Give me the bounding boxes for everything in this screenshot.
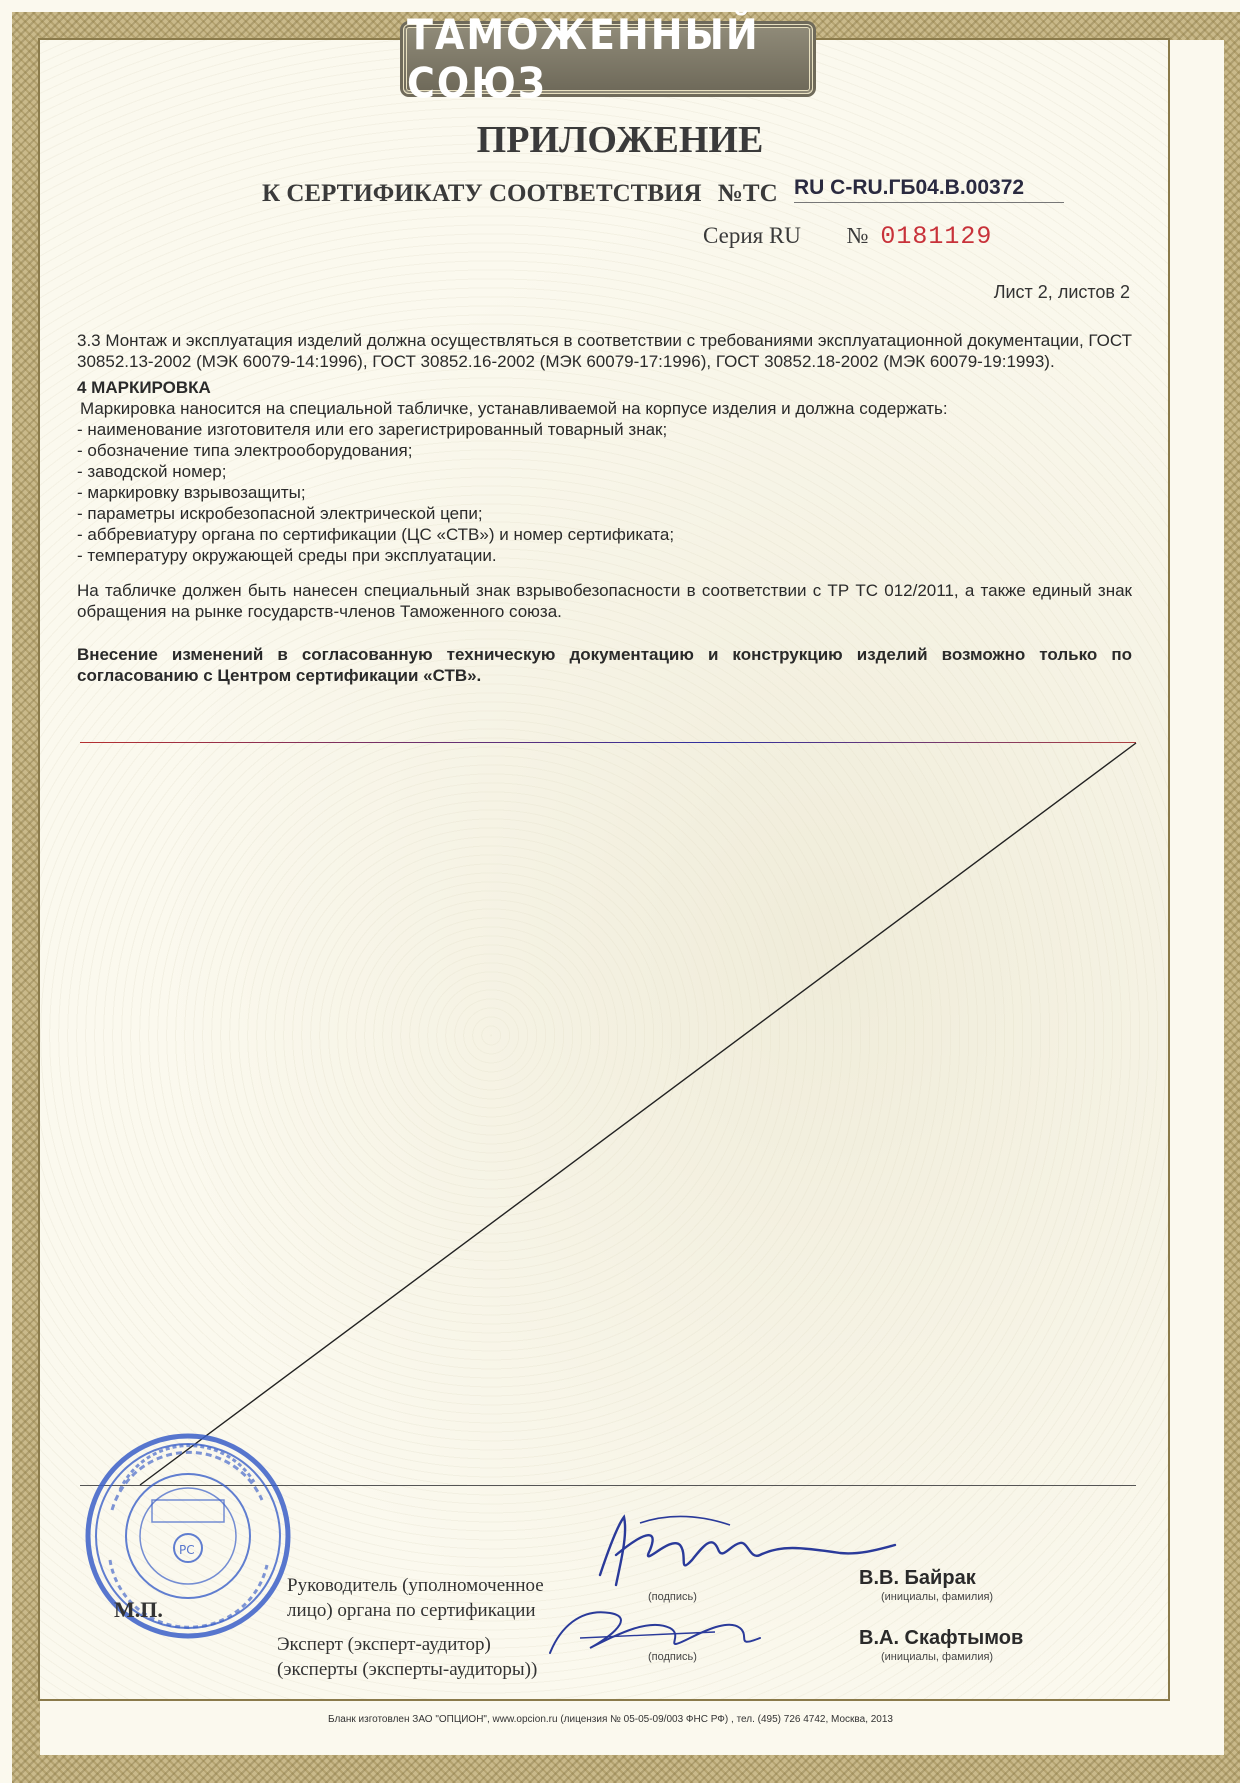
changes-note: Внесение изменений в согласованную техническую документацию и конструкцию изделий возможно только по согласованию с Центром сертификации «СТВ».: [77, 645, 1132, 685]
marking-item: - обозначение типа электрооборудования;: [77, 441, 413, 460]
head-name-caption: (инициалы, фамилия): [881, 1591, 994, 1603]
section-4-heading: 4 МАРКИРОВКА: [77, 378, 211, 397]
number-label: №: [846, 223, 869, 248]
head-label-line-2: лицо) органа по сертификации: [287, 1600, 536, 1621]
marking-item: - температуру окружающей среды при эксплуатации.: [77, 546, 497, 565]
printer-footer: Бланк изготовлен ЗАО "ОПЦИОН", www.opcion.ru (лицензия № 05-05-09/003 ФНС РФ) , тел. (495) 726 4742, Москва, 2013: [328, 1714, 893, 1725]
head-signature-icon: [580, 1505, 900, 1595]
banner-text: ТАМОЖЕННЫЙ СОЮЗ: [407, 10, 760, 108]
svg-text:РС: РС: [179, 1543, 195, 1557]
form-number: 0181129: [880, 222, 993, 251]
marking-item: - аббревиатуру органа по сертификации (ЦС «СТВ») и номер сертификата;: [77, 525, 675, 544]
expert-signature-icon: [540, 1598, 770, 1668]
head-name: В.В. Байрак: [859, 1567, 976, 1589]
expert-label-line-2: (эксперты (эксперты-аудиторы)): [277, 1659, 538, 1680]
marking-item: - параметры искробезопасной электрической цепи;: [77, 504, 483, 523]
expert-label: [277, 1632, 537, 1682]
head-label-line-1: Руководитель (уполномоченное: [287, 1575, 544, 1596]
plate-note: На табличке должен быть нанесен специальный знак взрывобезопасности в соответствии с ТР ТС 012/2011, а также единый знак обращения на рынке государств-членов Таможенного союза.: [77, 581, 1132, 621]
sheet-counter: Лист 2, листов 2: [993, 282, 1130, 302]
page-title: ПРИЛОЖЕНИЕ: [476, 119, 764, 161]
expert-name: В.А. Скафтымов: [859, 1627, 1024, 1649]
marking-intro: Маркировка наносится на специальной табличке, устанавливаемой на корпусе изделия и должна содержать:: [80, 399, 948, 418]
stamp-place-label: М.П.: [114, 1597, 163, 1622]
marking-item: - наименование изготовителя или его зарегистрированный товарный знак;: [77, 420, 668, 439]
series-value: RU: [768, 223, 801, 248]
series-label: Серия: [703, 223, 764, 248]
certificate-label: К СЕРТИФИКАТУ СООТВЕТСТВИЯ: [262, 180, 702, 207]
certificate-prefix: №ТС: [717, 180, 778, 207]
marking-item: - маркировку взрывозащиты;: [77, 483, 306, 502]
expert-label-line-1: Эксперт (эксперт-аудитор): [277, 1634, 491, 1655]
certificate-number: RU C-RU.ГБ04.В.00372: [794, 176, 1064, 203]
head-sign-caption: (подпись): [648, 1591, 697, 1603]
expert-name-caption: (инициалы, фамилия): [881, 1651, 994, 1663]
expert-sign-caption: (подпись): [648, 1651, 697, 1663]
head-label: [287, 1573, 544, 1623]
marking-item: - заводской номер;: [77, 462, 227, 481]
paragraph-3-3: 3.3 Монтаж и эксплуатация изделий должна осуществляться в соответствии с требованиями эксплуатационной документации, ГОСТ 30852.13-2002 (МЭК 60079-14:1996), ГОСТ 30852.16-2002 (МЭК 60079-17:1996), ГОСТ 30852.18-2002 (МЭК 60079-19:1993).: [77, 331, 1132, 371]
